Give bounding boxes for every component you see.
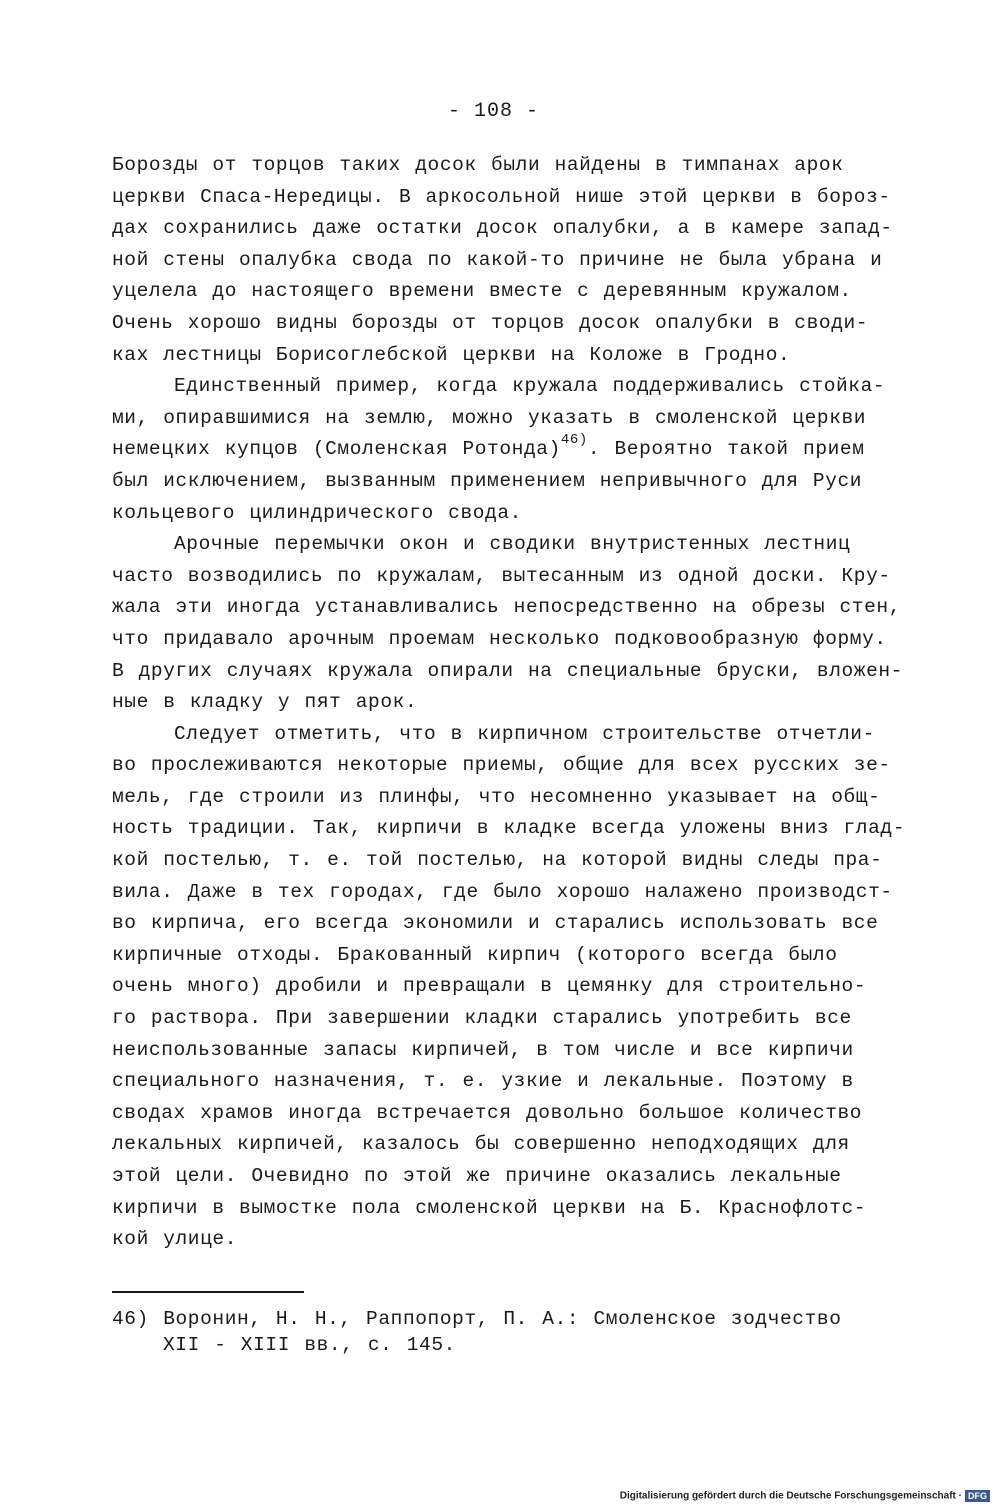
text-line: кольцевого цилиндрического свода. <box>112 501 522 524</box>
text-line: уцелела до настоящего времени вместе с деревянным кружалом. <box>112 280 852 303</box>
footnote-line: XII - XIII вв., с. 145. <box>163 1334 456 1356</box>
text-line: лекальных кирпичей, казалось бы совершенно неподходящих для <box>112 1133 850 1156</box>
dfg-logo: DFG <box>965 1490 990 1502</box>
funding-text: Digitalisierung gefördert durch die Deutsche Forschungsgemeinschaft · <box>619 1490 962 1502</box>
footnote <box>112 1306 912 1358</box>
text-line: вила. Даже в тех городах, где было хорошо налажено производст- <box>112 880 893 903</box>
paragraph-first-line: Арочные перемычки окон и сводики внутристенных лестниц <box>174 533 851 556</box>
text-line: во кирпича, его всегда экономили и старались использовать все <box>112 912 879 935</box>
text-line: Очень хорошо видны борозды от торцов досок опалубки в своди- <box>112 311 869 334</box>
text-line: ми, опиравшимися на землю, можно указать в смоленской церкви <box>112 406 867 429</box>
text-line: жала эти иногда устанавливались непосредственно на обрезы стен, <box>112 596 902 619</box>
text-line: кой улице. <box>112 1228 238 1251</box>
text-line: дах сохранились даже остатки досок опалубки, а в камере запад- <box>112 217 893 240</box>
text-line: ках лестницы Борисоглебской церкви на Коложе в Гродно. <box>112 343 791 366</box>
text-line: церкви Спаса-Нередицы. В аркосольной нише этой церкви в бороз- <box>112 185 891 208</box>
text-line: сводах храмов иногда встречается довольно большое количество <box>112 1101 863 1124</box>
footnote-divider <box>112 1291 304 1293</box>
text-line: был исключением, вызванным применением непривычного для Руси <box>112 469 863 492</box>
page-number: - 108 - <box>448 100 540 123</box>
text-line-with-footnote <box>112 434 912 466</box>
text-line: специального назначения, т. е. узкие и лекальные. Поэтому в <box>112 1070 854 1093</box>
text-line: кирпичные отходы. Бракованный кирпич (которого всегда было <box>112 943 838 966</box>
text-line: часто возводились по кружалам, вытесанным из одной доски. Кру- <box>112 564 891 587</box>
text-line: В других случаях кружала опирали на специальные бруски, вложен- <box>112 659 904 682</box>
text-segment: . Вероятно такой прием <box>587 438 865 461</box>
funding-banner <box>620 1490 990 1502</box>
body-text <box>112 150 912 1256</box>
text-line: неиспользованные запасы кирпичей, в том числе и все кирпичи <box>112 1038 854 1061</box>
text-line: ной стены опалубка свода по какой-то причине не была убрана и <box>112 248 883 271</box>
text-line: ные в кладку у пят арок. <box>112 691 418 714</box>
footnote-reference[interactable]: 46) <box>560 432 588 449</box>
paragraph-first-line: Следует отметить, что в кирпичном строительстве отчетли- <box>174 722 875 745</box>
footnote-line: 46) Воронин, Н. Н., Раппопорт, П. А.: Смоленское зодчество <box>112 1308 842 1330</box>
text-segment: немецких купцов (Смоленская Ротонда) <box>112 438 561 461</box>
text-line: мель, где строили из плинфы, что несомненно указывает на общ- <box>112 785 881 808</box>
text-line: кой постелью, т. е. той постелью, на которой видны следы пра- <box>112 849 883 872</box>
text-line: кирпичи в вымостке пола смоленской церкви на Б. Краснофлотс- <box>112 1196 867 1219</box>
paragraph-first-line: Единственный пример, когда кружала поддерживались стойка- <box>174 375 886 398</box>
text-line: Борозды от торцов таких досок были найдены в тимпанах арок <box>112 154 844 176</box>
text-line: го раствора. При завершении кладки старались употребить все <box>112 1007 852 1030</box>
text-line: очень много) дробили и превращали в цемянку для строительно- <box>112 975 867 998</box>
text-line: этой цели. Очевидно по этой же причине оказались лекальные <box>112 1165 842 1187</box>
text-line: во прослеживаются некоторые приемы, общие для всех русских зе- <box>112 754 891 777</box>
text-line: ность традиции. Так, кирпичи в кладке всегда уложены вниз глад- <box>112 817 906 840</box>
text-line: что придавало арочным проемам несколько подковообразную форму. <box>112 627 887 650</box>
